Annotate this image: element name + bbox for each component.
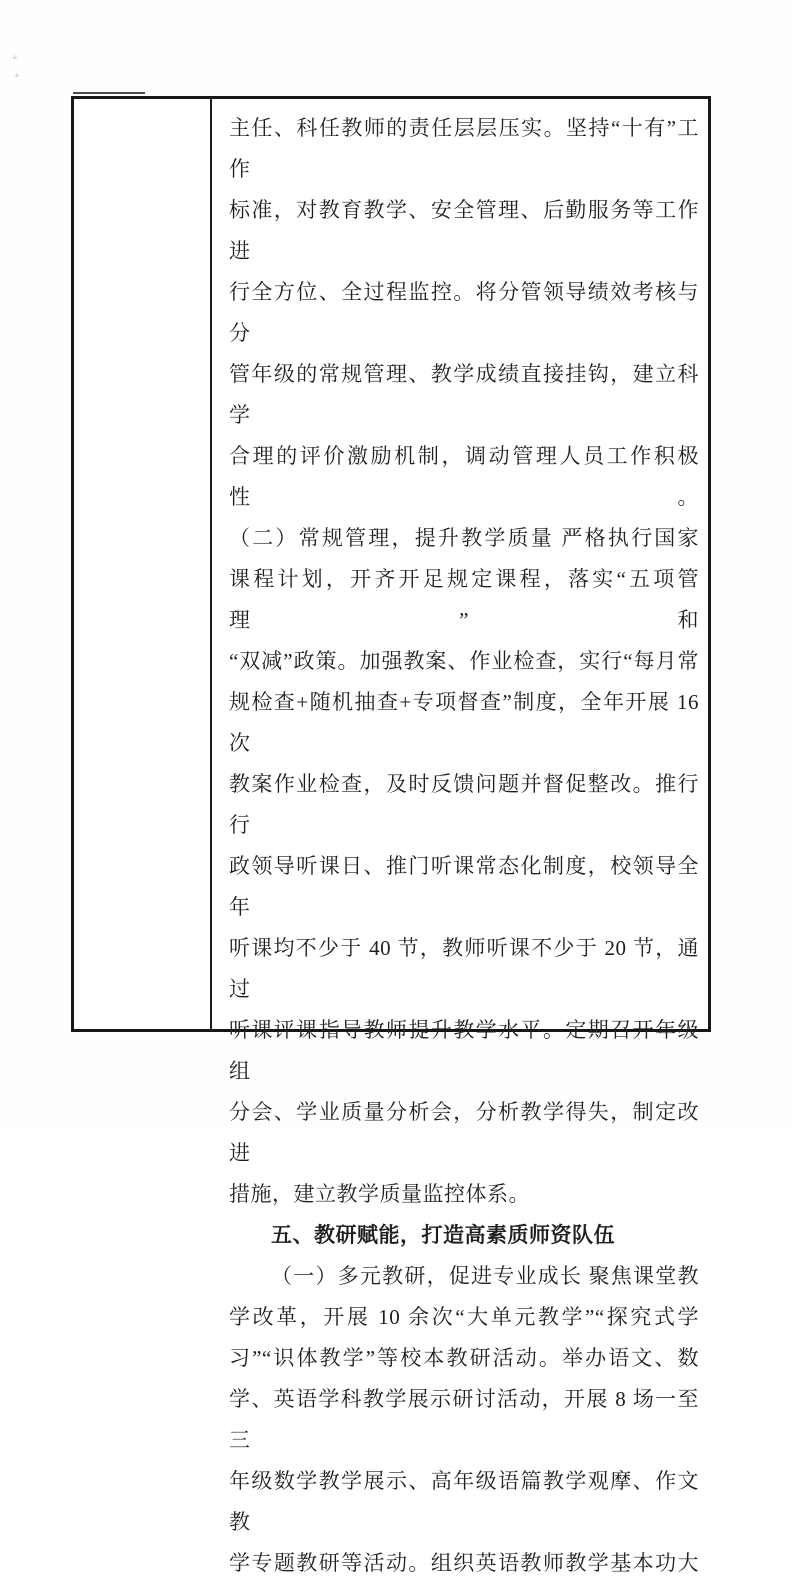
- text-line: 课程计划，开齐开足规定课程，落实“五项管理”和: [229, 567, 699, 632]
- text-line: 主任、科任教师的责任层层压实。坚持“十有”工作: [229, 116, 699, 181]
- table-cell-body-text: [212, 99, 708, 1575]
- text-line: 听课评课指导教师提升教学水平。定期召开年级组: [229, 1018, 699, 1083]
- text-line: 年级数学教学展示、高年级语篇教学观摩、作文教: [229, 1469, 699, 1534]
- text-line: 管年级的常规管理、教学成绩直接挂钩，建立科学: [229, 362, 699, 427]
- text-line: 规检查+随机抽查+专项督查”制度，全年开展 16 次: [229, 690, 699, 755]
- text-line: 学改革，开展 10 余次“大单元教学”“探究式学: [229, 1305, 699, 1329]
- text-line: 标准，对教育教学、安全管理、后勤服务等工作进: [229, 198, 699, 263]
- scan-speck: +: [14, 71, 20, 82]
- table-cell-label-column: [74, 99, 212, 1029]
- text-line: 学、英语学科教学展示研讨活动，开展 8 场一至三: [229, 1387, 699, 1452]
- text-line-paragraph-start: （一）多元教研，促进专业成长 聚焦课堂教: [271, 1264, 699, 1288]
- scan-artifact-border-tick: [73, 92, 145, 94]
- text-line: 听课均不少于 40 节，教师听课不少于 20 节，通过: [229, 936, 699, 1001]
- section-heading: 五、教研赋能，打造高素质师资队伍: [271, 1223, 615, 1247]
- text-line: 教案作业检查，及时反馈问题并督促整改。推行行: [229, 772, 699, 837]
- text-line: 合理的评价激励机制，调动管理人员工作积极性。: [229, 444, 699, 509]
- text-line: 政领导听课日、推门听课常态化制度，校领导全年: [229, 854, 699, 919]
- text-line: 分会、学业质量分析会，分析教学得失，制定改进: [229, 1100, 699, 1165]
- text-line: 习”“识体教学”等校本教研活动。举办语文、数: [229, 1346, 699, 1370]
- text-line: 行全方位、全过程监控。将分管领导绩效考核与分: [229, 280, 699, 345]
- text-line: “双减”政策。加强教案、作业检查，实行“每月常: [229, 649, 699, 673]
- scan-speck: +: [12, 53, 18, 64]
- text-line-paragraph-start: （二）常规管理，提升教学质量 严格执行国家: [229, 526, 699, 550]
- text-line-paragraph-end: 措施，建立教学质量监控体系。: [229, 1182, 530, 1206]
- document-table: [71, 96, 711, 1575]
- text-line: 学专题教研等活动。组织英语教师教学基本功大: [229, 1551, 699, 1575]
